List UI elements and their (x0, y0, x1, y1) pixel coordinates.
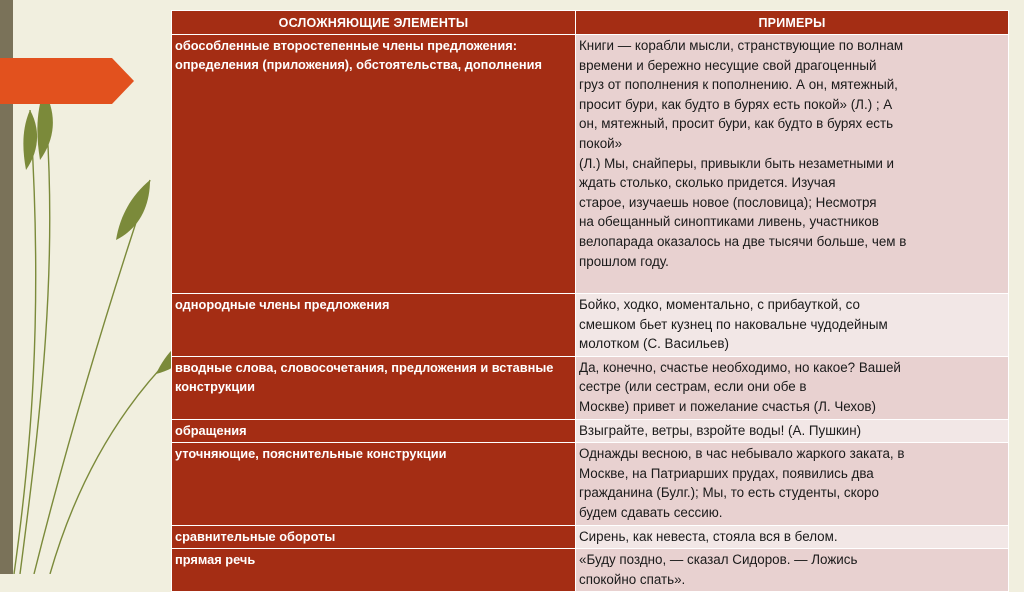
example-cell: Книги — корабли мысли, странствующие по волнам времени и бережно несущие свой драгоценный груз от пополнения к пополнению. А он, мятежный, просит бури, как будто в бурях есть покой» (Л.) ; А он, мятежный, просит бури, как будто в бурях есть покой» (Л.) Мы, снайперы, привыкли быть незаметными и ждать столько, сколько придется. Изучая старое, изучаешь новое (пословица); Несмотря на обещанный синоптиками ливень, участников велопарада оказалось на две тысячи больше, чем в прошлом году. (576, 35, 1009, 294)
example-cell: Однажды весною, в час небывало жаркого заката, в Москве, на Патриарших прудах, появились два гражданина (Булг.); Мы, то есть студенты, скоро будем сдавать сессию. (576, 443, 1009, 525)
example-cell: Бойко, ходко, моментально, с прибауткой, со смешком бьет кузнец по наковальне чудодейным молотком (С. Васильев) (576, 294, 1009, 357)
element-cell: уточняющие, пояснительные конструкции (172, 443, 576, 525)
element-cell: обособленные второстепенные члены предложения: определения (приложения), обстоятельства, дополнения (172, 35, 576, 294)
element-cell: обращения (172, 419, 576, 443)
element-cell: вводные слова, словосочетания, предложения и вставные конструкции (172, 356, 576, 419)
table-row (172, 549, 1009, 592)
example-cell: «Буду поздно, — сказал Сидоров. — Ложись спокойно спать». (576, 549, 1009, 592)
table-row (172, 356, 1009, 419)
table-header-row (172, 11, 1009, 35)
table-row (172, 419, 1009, 443)
table-row (172, 443, 1009, 525)
header-examples: ПРИМЕРЫ (576, 11, 1009, 35)
table-row (172, 294, 1009, 357)
example-cell: Да, конечно, счастье необходимо, но какое? Вашей сестре (или сестрам, если они обе в Москве) привет и пожелание счастья (Л. Чехов) (576, 356, 1009, 419)
example-cell: Взыграйте, ветры, взройте воды! (А. Пушкин) (576, 419, 1009, 443)
element-cell: однородные члены предложения (172, 294, 576, 357)
header-elements: ОСЛОЖНЯЮЩИЕ ЭЛЕМЕНТЫ (172, 11, 576, 35)
element-cell: прямая речь (172, 549, 576, 592)
example-cell: Сирень, как невеста, стояла вся в белом. (576, 525, 1009, 549)
table-row (172, 35, 1009, 294)
complicating-elements-table (171, 10, 1009, 592)
element-cell: сравнительные обороты (172, 525, 576, 549)
table-row (172, 525, 1009, 549)
